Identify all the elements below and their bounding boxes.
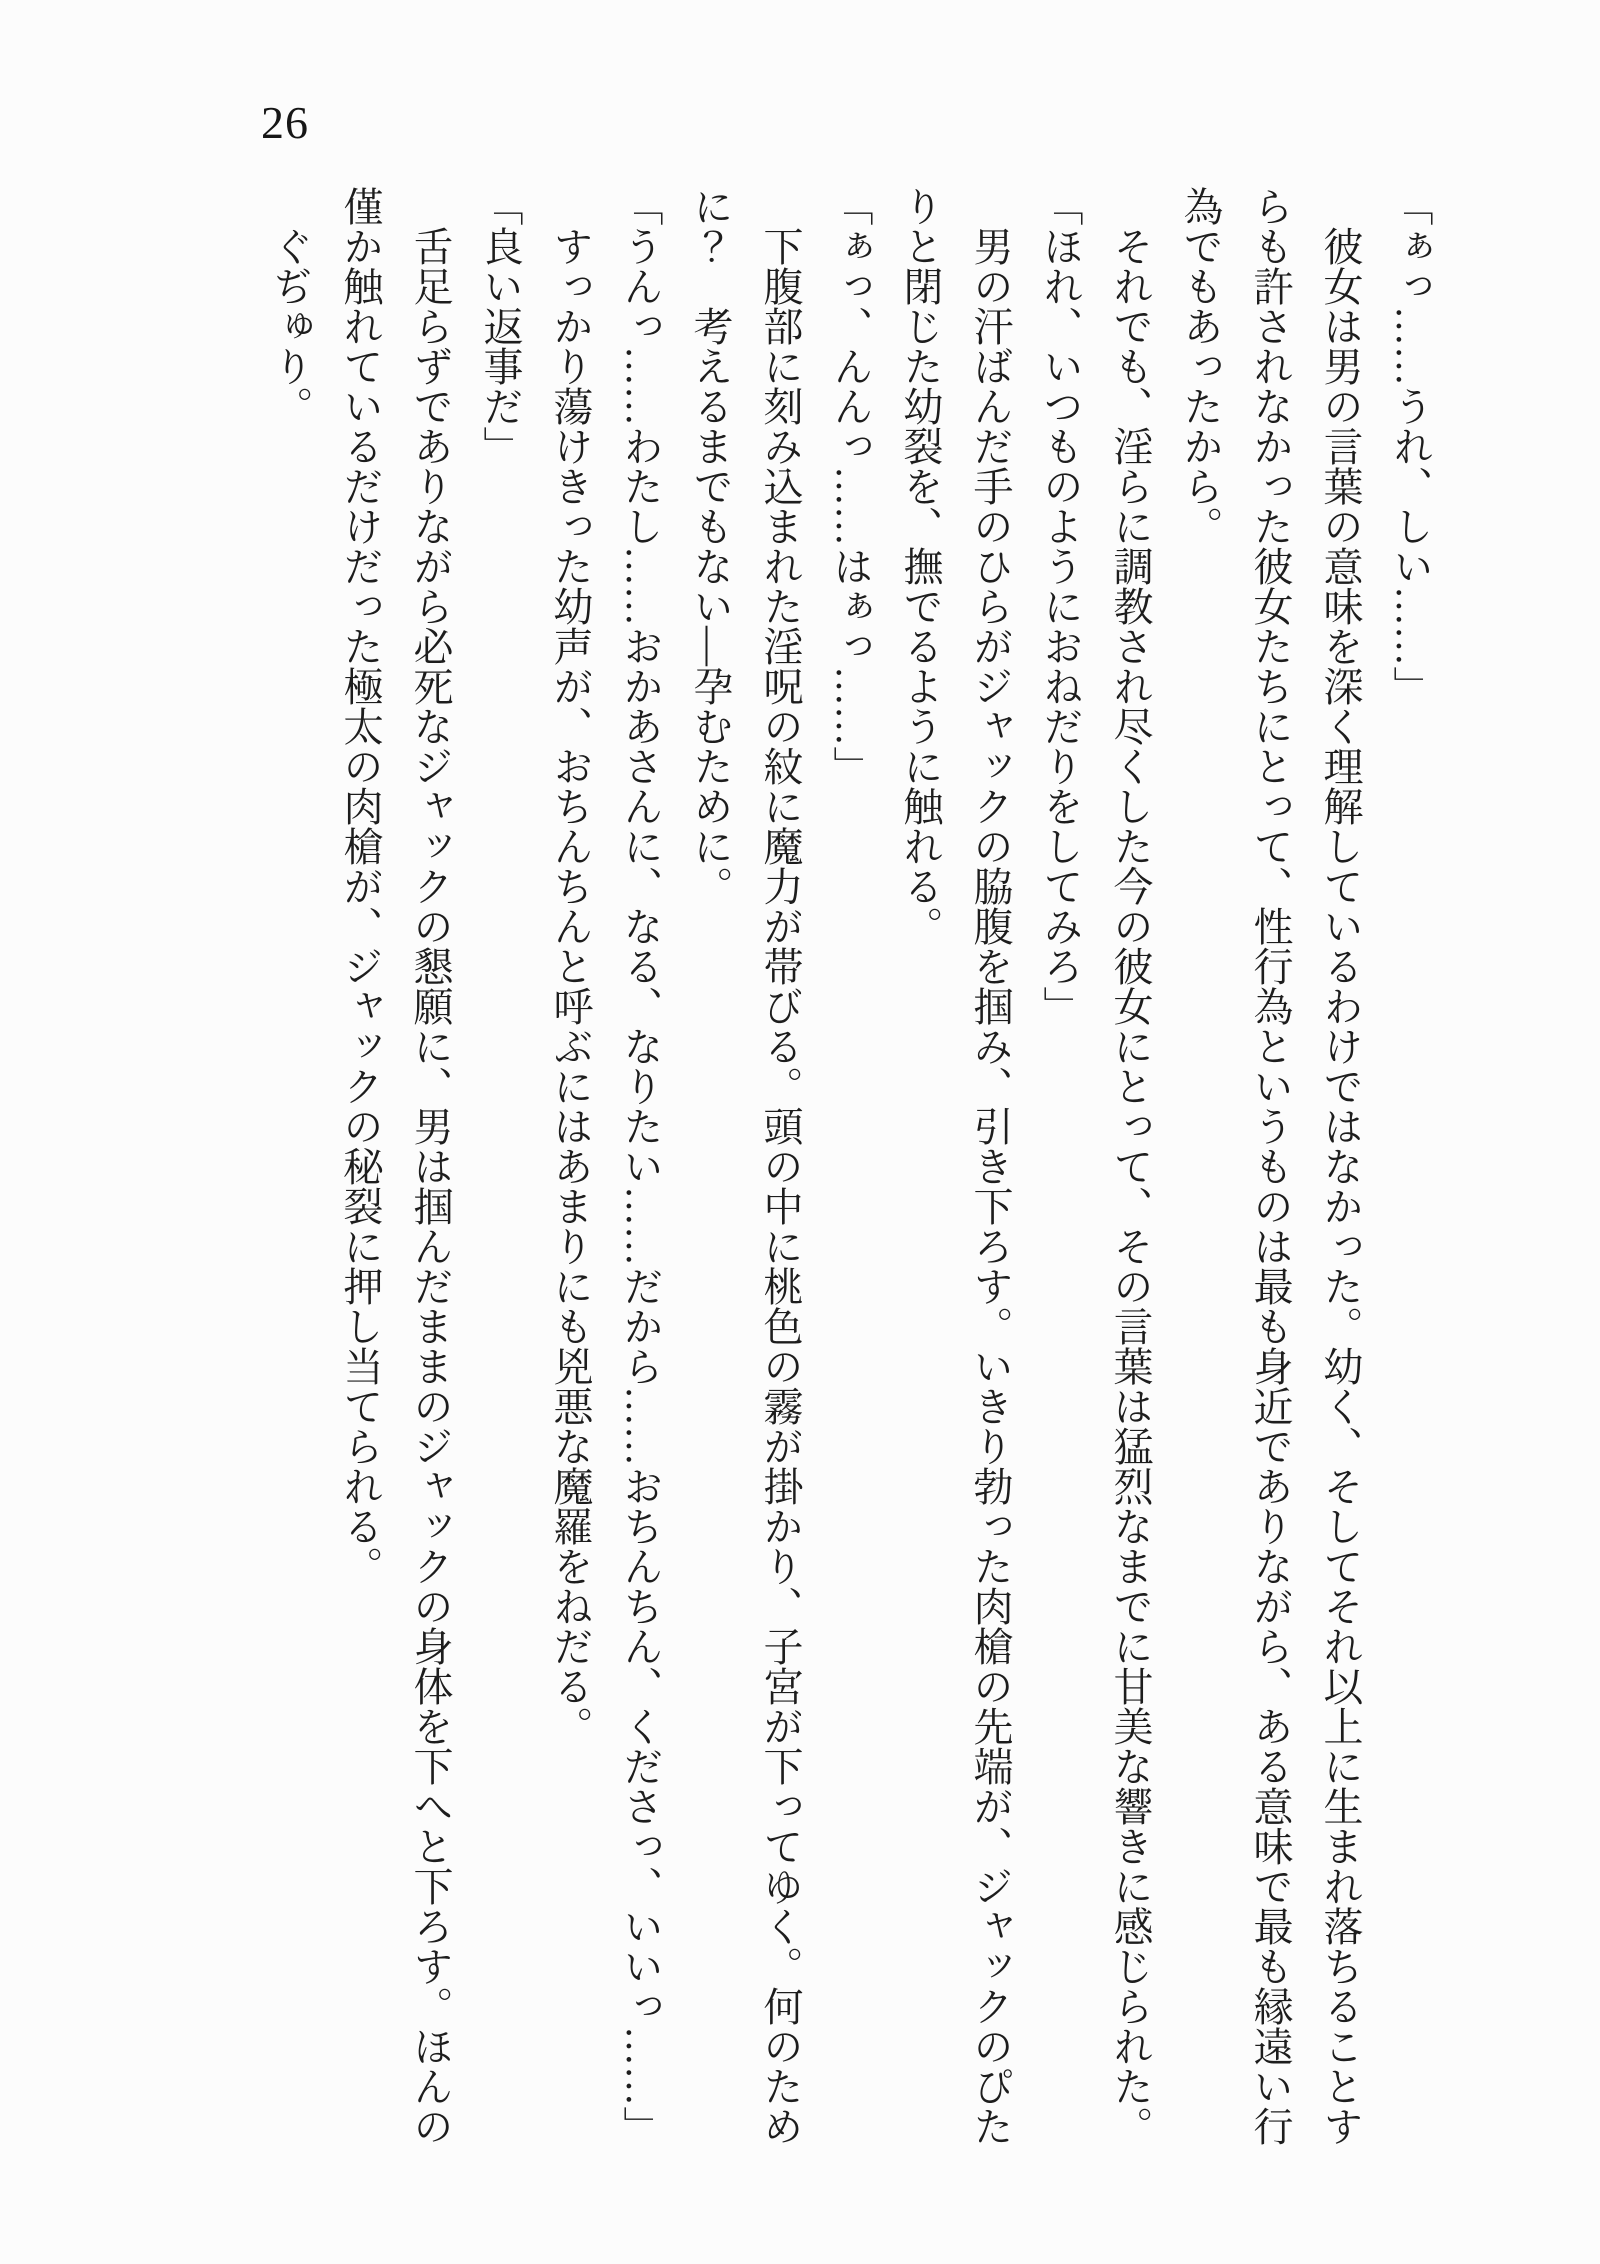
text-column: 僅か触れているだけだった極太の肉槍が、ジャックの秘裂に押し当てられる。: [338, 186, 383, 1586]
text-column: 下腹部に刻み込まれた淫呪の紋に魔力が帯びる。頭の中に桃色の霧が掛かり、子宮が下ってゆく。何のため: [758, 226, 803, 2146]
text-column: 「ぁっ、んんっ……はぁっ……」: [828, 186, 873, 786]
page-number: 26: [261, 97, 309, 148]
text-column: 舌足らずでありながら必死なジャックの懇願に、男は掴んだままのジャックの身体を下へと下ろす。ほんの: [408, 226, 453, 2146]
text-column: 「ほれ、いつものようにおねだりをしてみろ」: [1038, 186, 1083, 1026]
text-column: 「良い返事だ」: [478, 186, 523, 466]
text-column: ぐぢゅり。: [268, 226, 313, 426]
text-column: それでも、淫らに調教され尽くした今の彼女にとって、その言葉は猛烈なまでに甘美な響きに感じられた。: [1108, 226, 1153, 2146]
text-column: らも許されなかった彼女たちにとって、性行為というものは最も身近でありながら、ある意味で最も縁遠い行: [1248, 186, 1293, 2146]
text-column: に？ 考えるまでもない―孕むために。: [688, 186, 733, 906]
text-column: すっかり蕩けきった幼声が、おちんちんと呼ぶにはあまりにも兇悪な魔羅をねだる。: [548, 226, 593, 1746]
text-column: 彼女は男の言葉の意味を深く理解しているわけではなかった。幼く、そしてそれ以上に生まれ落ちることす: [1318, 226, 1363, 2146]
text-column: 「ぁっ……うれ、しい……」: [1388, 186, 1433, 706]
text-column: りと閉じた幼裂を、撫でるように触れる。: [898, 186, 943, 946]
text-column: 「うんっ……わたし……おかあさんに、なる、なりたい……だから……おちんちん、くださっ、いいっ……」: [618, 186, 663, 2146]
text-column: 男の汗ばんだ手のひらがジャックの脇腹を掴み、引き下ろす。いきり勃った肉槍の先端が、ジャックのぴた: [968, 226, 1013, 2146]
text-column: 為でもあったから。: [1178, 186, 1223, 546]
